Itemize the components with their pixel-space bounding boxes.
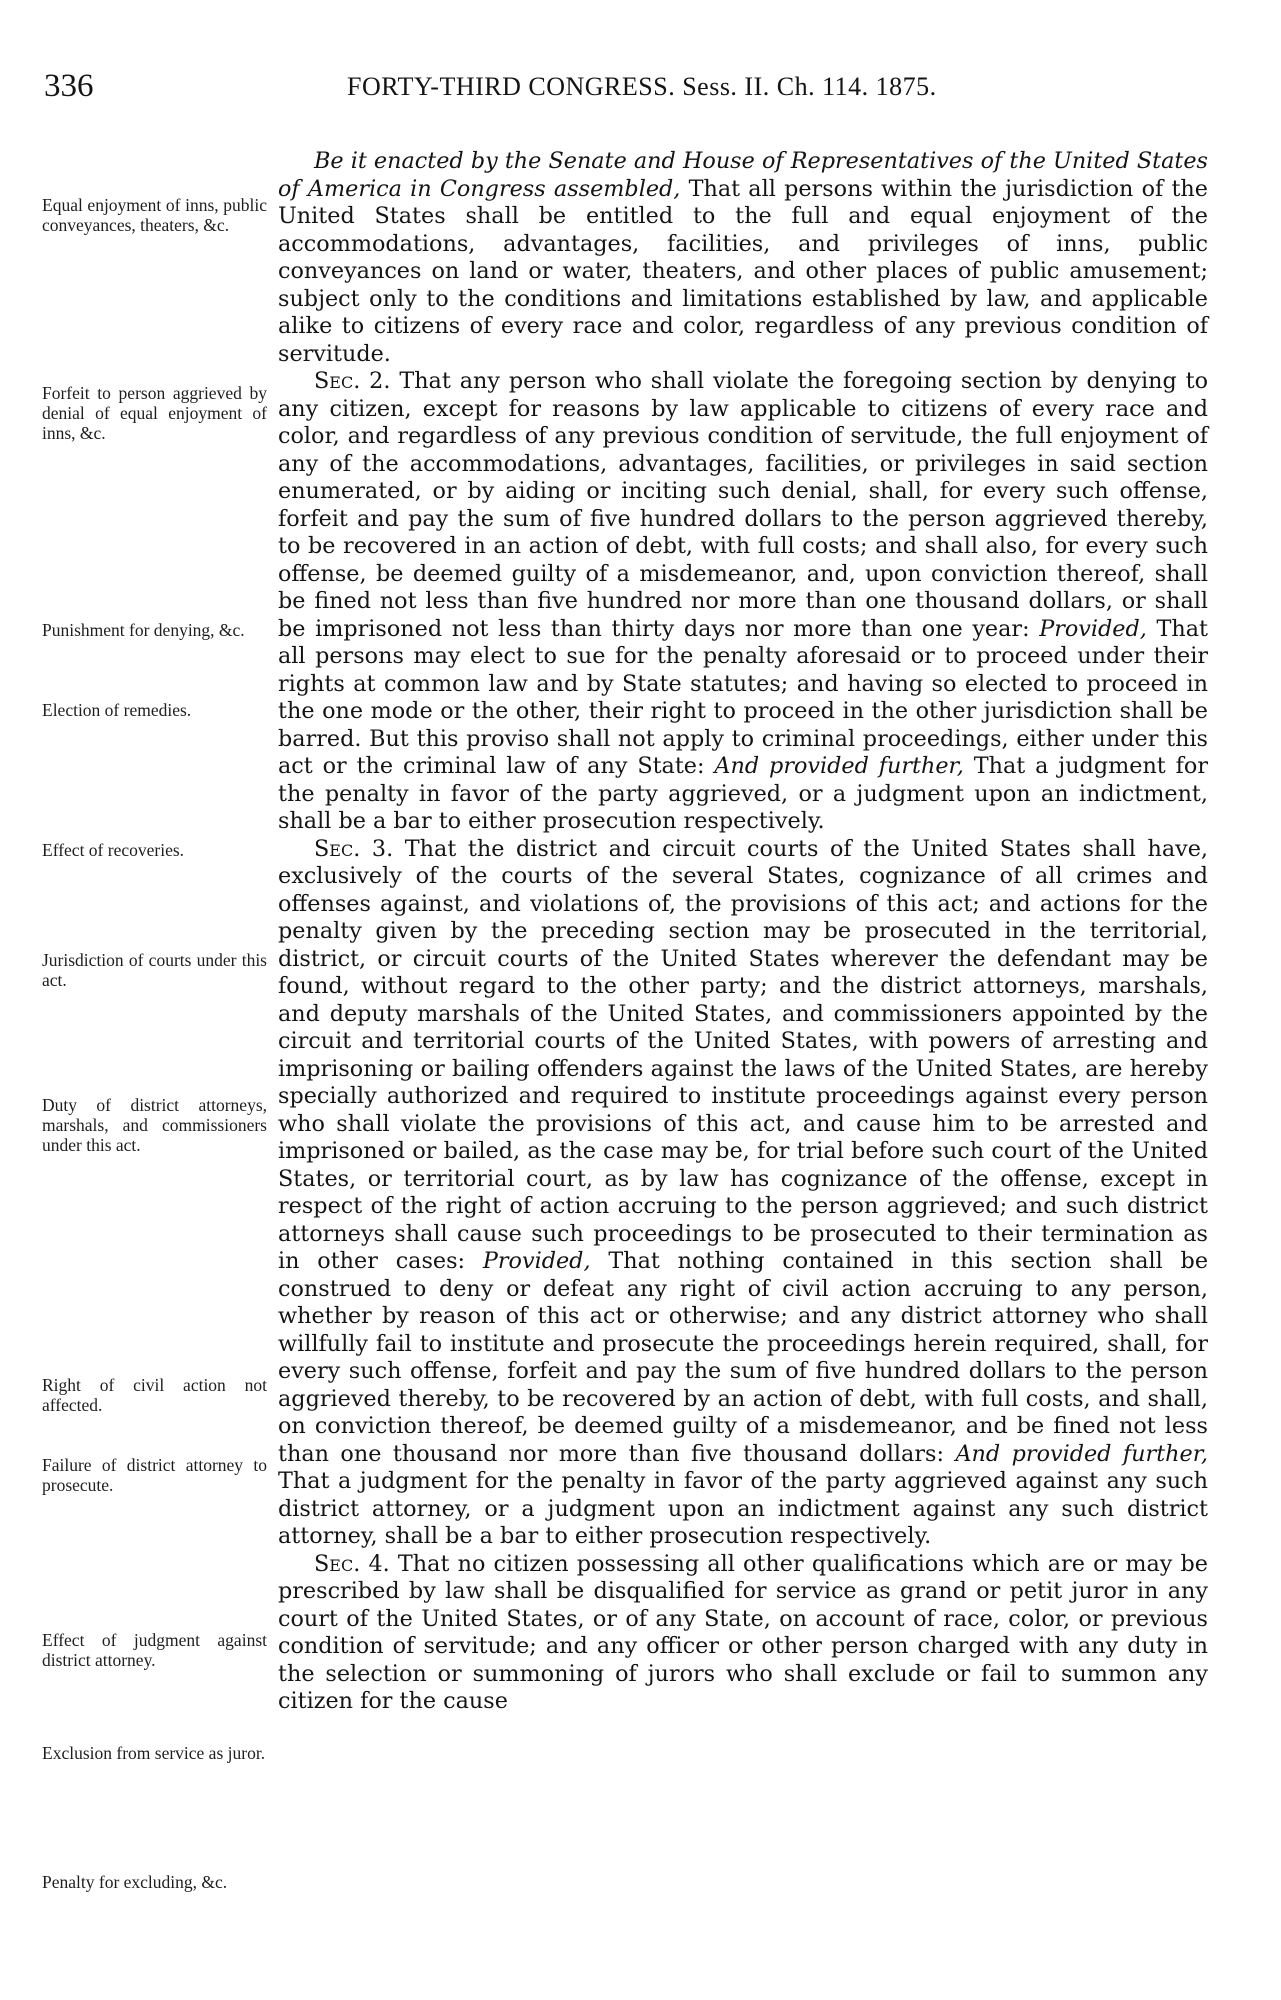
section-3 bbox=[278, 836, 1208, 1551]
proviso-further-label: And provided further, bbox=[714, 753, 964, 779]
proviso-label: Provided, bbox=[1039, 615, 1147, 642]
section-3-text: That the district and circuit courts of the United States shall have, exclusively of the courts of the several States, cognizance of all crimes and offenses against, and violations of, the provisions of this act; and actions for the penalty given by the preceding section may be prosecuted in the territorial, district, or circuit courts of the United States wherever the defendant may be found, without regard to the other party; and the district attorneys, marshals, and deputy marshals of the United States, and commissioners appointed by the circuit and territorial courts of the United States, with powers of arresting and imprisoning or bailing offenders against the laws of the United States, are hereby specially authorized and required to institute proceedings against every person who shall violate the provisions of this act, and cause him to be arrested and imprisoned or bailed, as the case may be, for trial before such court of the United States, or territorial court, as by law has cognizance of the offense, except in respect of the right of action accruing to the person aggrieved; and such district attorneys shall cause such proceedings to be prosecuted to their termination as in other cases: bbox=[278, 835, 1208, 1274]
margin-note: Exclusion from service as juror. bbox=[42, 1743, 266, 1763]
margin-note: Punishment for denying, &c. bbox=[42, 620, 245, 640]
section-2-label: Sec. 2. bbox=[314, 368, 391, 394]
margin-note: Duty of district attorneys, marshals, and commissioners under this act. bbox=[42, 1095, 267, 1155]
enacting-clause: Be it enacted by the Senate and House of Representatives of the United States of America in Congress assembled, bbox=[278, 148, 1208, 202]
margin-note: Effect of recoveries. bbox=[42, 840, 185, 860]
section-1 bbox=[278, 148, 1208, 368]
proviso-label: Provided, bbox=[482, 1248, 591, 1274]
section-4-text: That no citizen possessing all other qualifications which are or may be prescribed by law shall be disqualified for service as grand or petit juror in any court of the United States, or of any State, on account of race, color, or previous condition of servitude; and any officer or other person charged with any duty in the selection or summoning of jurors who shall exclude or fail to summon any citizen for the cause bbox=[278, 1550, 1208, 1714]
section-4 bbox=[278, 1551, 1208, 1716]
running-title: FORTY-THIRD CONGRESS. Sess. II. Ch. 114. 1875. bbox=[347, 72, 937, 101]
section-2-text: That any person who shall violate the foregoing section by denying to any citizen, except for reasons by law applicable to citizens of every race and color, and regardless of any previous condition of servitude, the full enjoyment of any of the accommodations, advantages, facilities, or privileges in said section enumerated, or by aiding or inciting such denial, shall, for every such offense, forfeit and pay the sum of five hundred dollars to the person aggrieved thereby, to be recovered in an action of debt, with full costs; and shall also, for every such offense, be deemed guilty of a misdemeanor, and, upon conviction thereof, shall be fined not less than five hundred nor more than one thousand dollars, or shall be imprisoned not less than thirty days nor more than one year: bbox=[278, 368, 1208, 642]
section-1-text: That all persons within the jurisdiction of the United States shall be entitled to the full and equal enjoyment of the accommodations, advantages, facilities, and privileges of inns, public conveyances on land or water, theaters, and other places of public amusement; subject only to the conditions and limitations established by law, and applicable alike to citizens of every race and color, regardless of any previous condition of servitude. bbox=[278, 175, 1208, 367]
margin-note: Effect of judgment against district attorney. bbox=[42, 1630, 267, 1670]
section-2-proviso: That all persons may elect to sue for the penalty aforesaid or to proceed under their rights at common law and by State statutes; and having so elected to proceed in the one mode or the other, their right to proceed in the other jurisdiction shall be barred. But this proviso shall not apply to criminal proceedings, either under this act or the criminal law of any State: bbox=[278, 615, 1208, 779]
statute-body bbox=[278, 148, 1208, 1716]
margin-note: Forfeit to person aggrieved by denial of equal enjoyment of inns, &c. bbox=[42, 383, 267, 443]
margin-note: Election of remedies. bbox=[42, 700, 192, 720]
section-3-proviso-further: That a judgment for the penalty in favor of the party aggrieved against any such district attorney, or a judgment upon an indictment against any such district attorney, shall be a bar to either prosecution respectively. bbox=[278, 1468, 1208, 1549]
proviso-further-label: And provided further, bbox=[955, 1440, 1209, 1467]
section-2 bbox=[278, 368, 1208, 836]
margin-note: Jurisdiction of courts under this act. bbox=[42, 950, 267, 990]
section-4-label: Sec. 4. bbox=[314, 1550, 390, 1577]
page-header bbox=[44, 68, 1239, 112]
page-number: 336 bbox=[44, 68, 94, 104]
margin-note: Equal enjoyment of inns, public conveyances, theaters, &c. bbox=[42, 195, 267, 235]
margin-note: Penalty for excluding, &c. bbox=[42, 1872, 228, 1892]
section-3-proviso: That nothing contained in this section shall be construed to deny or defeat any right of civil action accruing to any person, whether by reason of this act or otherwise; and any district attorney who shall willfully fail to institute and prosecute the proceedings herein required, shall, for every such offense, forfeit and pay the sum of five hundred dollars to the person aggrieved thereby, to be recovered by an action of debt, with full costs, and shall, on conviction thereof, be deemed guilty of a misdemeanor, and be fined not less than one thousand nor more than five thousand dollars: bbox=[278, 1248, 1209, 1467]
section-3-label: Sec. 3. bbox=[314, 835, 394, 862]
section-2-proviso-further: That a judgment for the penalty in favor of the party aggrieved, or a judgment upon an indictment, shall be a bar to either prosecution respectively. bbox=[278, 753, 1208, 834]
margin-note: Failure of district attorney to prosecute. bbox=[42, 1455, 267, 1495]
margin-note: Right of civil action not affected. bbox=[42, 1375, 267, 1415]
